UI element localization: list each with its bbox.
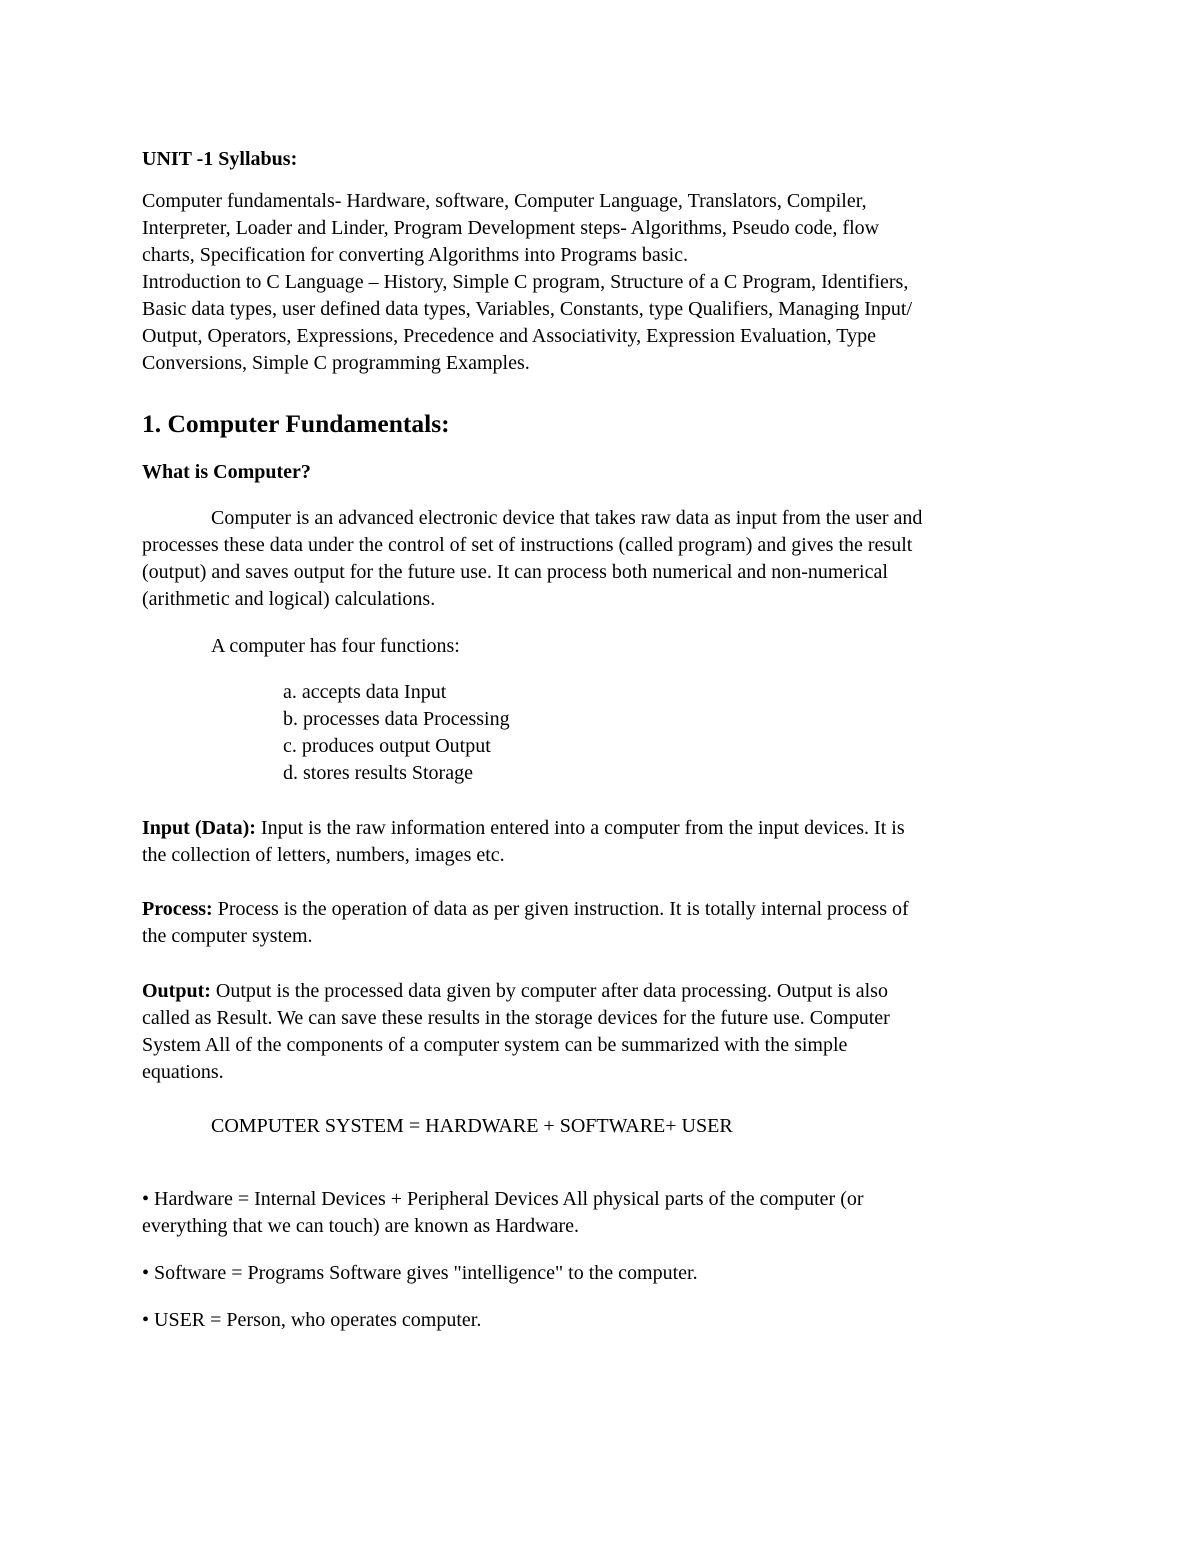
syllabus-line: Output, Operators, Expressions, Precedence and Associativity, Expression Evaluation, Type — [142, 325, 876, 347]
input-paragraph — [142, 815, 905, 869]
input-text: Input is the raw information entered into a computer from the input devices. It is — [260, 817, 905, 839]
input-text-2: the collection of letters, numbers, images etc. — [142, 844, 505, 866]
process-text: Process is the operation of data as per given instruction. It is totally internal process of — [217, 898, 909, 920]
definition-line: Computer is an advanced electronic device that takes raw data as input from the user and — [211, 507, 923, 529]
section-heading: 1. Computer Fundamentals: — [142, 409, 450, 438]
bullet-user: • USER = Person, who operates computer. — [142, 1309, 482, 1331]
output-text-2: called as Result. We can save these results in the storage devices for the future use. Computer — [142, 1007, 890, 1029]
process-text-2: the computer system. — [142, 925, 313, 947]
syllabus-line: Introduction to C Language – History, Simple C program, Structure of a C Program, Identifiers, — [142, 271, 909, 293]
output-paragraph — [142, 978, 890, 1086]
list-item: d. stores results Storage — [283, 762, 473, 784]
functions-intro: A computer has four functions: — [211, 635, 460, 657]
list-item: a. accepts data Input — [283, 681, 447, 703]
syllabus-line: charts, Specification for converting Algorithms into Programs basic. — [142, 244, 688, 266]
definition-line: (output) and saves output for the future use. It can process both numerical and non-numerical — [142, 561, 888, 583]
definition-paragraph — [142, 505, 922, 613]
output-text-4: equations. — [142, 1061, 224, 1083]
input-term: Input (Data): — [142, 817, 256, 839]
list-item: c. produces output Output — [283, 735, 491, 757]
syllabus-line: Computer fundamentals- Hardware, software, Computer Language, Translators, Compiler, — [142, 190, 867, 212]
syllabus-line: Basic data types, user defined data types, Variables, Constants, type Qualifiers, Managing Input/ — [142, 298, 912, 320]
process-term: Process: — [142, 898, 213, 920]
computer-system-equation: COMPUTER SYSTEM = HARDWARE + SOFTWARE+ USER — [211, 1115, 733, 1137]
syllabus-body — [142, 188, 912, 377]
output-term: Output: — [142, 980, 211, 1002]
bullet-hardware — [142, 1186, 864, 1240]
bullet-hardware-line: everything that we can touch) are known as Hardware. — [142, 1215, 580, 1237]
syllabus-line: Conversions, Simple C programming Examples. — [142, 352, 530, 374]
definition-line: (arithmetic and logical) calculations. — [142, 588, 436, 610]
output-text-3: System All of the components of a computer system can be summarized with the simple — [142, 1034, 848, 1056]
bullet-hardware-line: • Hardware = Internal Devices + Peripheral Devices All physical parts of the computer (or — [142, 1188, 864, 1210]
output-text: Output is the processed data given by computer after data processing. Output is also — [215, 980, 888, 1002]
list-item: b. processes data Processing — [283, 708, 510, 730]
definition-line: processes these data under the control of set of instructions (called program) and gives the result — [142, 534, 913, 556]
syllabus-heading: UNIT -1 Syllabus: — [142, 148, 298, 170]
subheading-what-is-computer: What is Computer? — [142, 461, 311, 483]
bullet-software: • Software = Programs Software gives "intelligence" to the computer. — [142, 1262, 698, 1284]
syllabus-line: Interpreter, Loader and Linder, Program Development steps- Algorithms, Pseudo code, flow — [142, 217, 880, 239]
process-paragraph — [142, 896, 909, 950]
functions-list — [283, 679, 510, 787]
